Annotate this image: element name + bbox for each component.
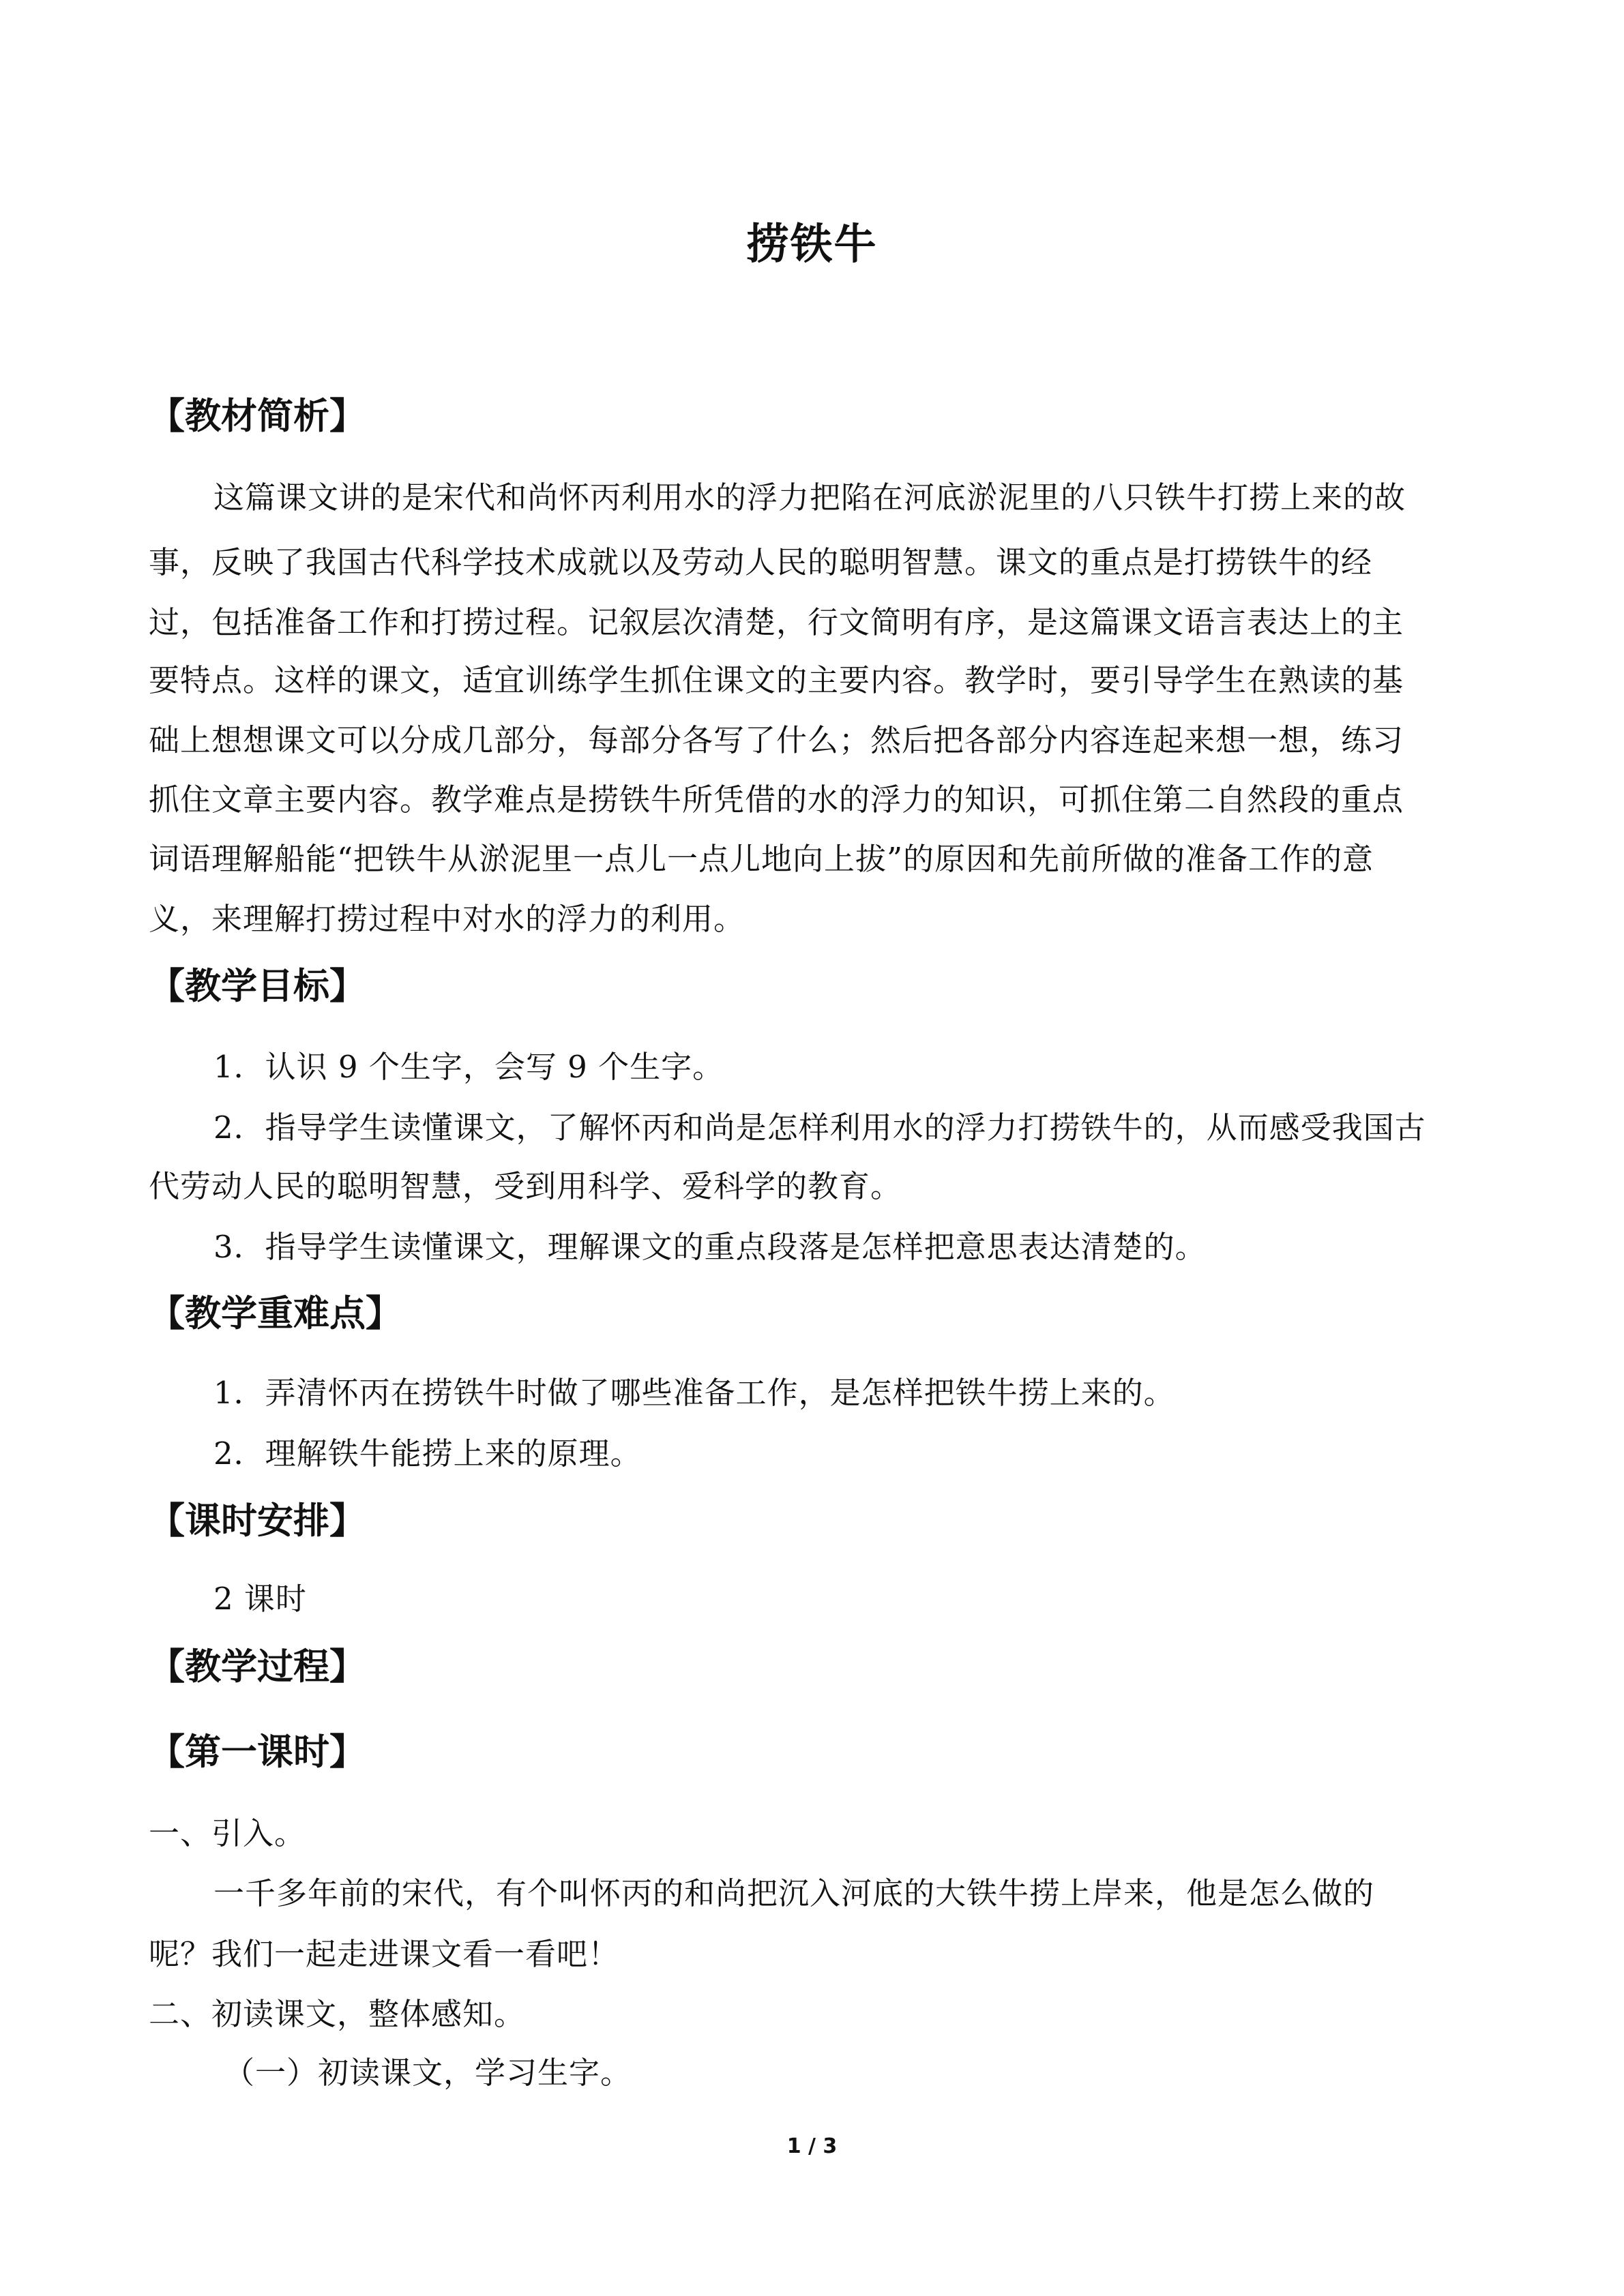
analysis-line: 要特点。这样的课文，适宜训练学生抓住课文的主要内容。教学时，要引导学生在熟读的基 bbox=[149, 662, 1404, 698]
analysis-line: 础上想想课文可以分成几部分，每部分各写了什么；然后把各部分内容连起来想一想，练习 bbox=[149, 722, 1404, 758]
objective-item: 2．指导学生读懂课文，了解怀丙和尚是怎样利用水的浮力打捞铁牛的，从而感受我国古 bbox=[213, 1109, 1426, 1146]
section-heading-analysis: 【教材简析】 bbox=[149, 396, 366, 437]
section-heading-key-points: 【教学重难点】 bbox=[149, 1293, 402, 1335]
section-heading-schedule: 【课时安排】 bbox=[149, 1500, 366, 1542]
lesson-step-heading: 二、初读课文，整体感知。 bbox=[149, 1996, 526, 2032]
document-title: 捞铁牛 bbox=[746, 219, 878, 269]
section-heading-lesson1: 【第一课时】 bbox=[149, 1731, 366, 1773]
schedule-text: 2 课时 bbox=[213, 1581, 307, 1617]
key-point-item: 2．理解铁牛能捞上来的原理。 bbox=[213, 1435, 642, 1472]
objective-item: 1．认识 9 个生字，会写 9 个生字。 bbox=[213, 1049, 724, 1085]
objective-item-continued: 代劳动人民的聪明智慧，受到用科学、爱科学的教育。 bbox=[149, 1168, 902, 1204]
lesson-paragraph-line: 呢？我们一起走进课文看一看吧！ bbox=[149, 1936, 620, 1972]
objective-item: 3．指导学生读懂课文，理解课文的重点段落是怎样把意思表达清楚的。 bbox=[213, 1229, 1207, 1265]
lesson-sub-step: （一）初读课文，学习生字。 bbox=[224, 2055, 632, 2091]
page-number: 1 / 3 bbox=[786, 2134, 838, 2158]
analysis-line: 义，来理解打捞过程中对水的浮力的利用。 bbox=[149, 901, 745, 937]
analysis-line: 事，反映了我国古代科学技术成就以及劳动人民的聪明智慧。课文的重点是打捞铁牛的经 bbox=[149, 544, 1373, 580]
lesson-paragraph-line: 一千多年前的宋代，有个叫怀丙的和尚把沉入河底的大铁牛捞上岸来，他是怎么做的 bbox=[213, 1875, 1375, 1911]
analysis-line: 抓住文章主要内容。教学难点是捞铁牛所凭借的水的浮力的知识，可抓住第二自然段的重点 bbox=[149, 781, 1404, 818]
analysis-line: 这篇课文讲的是宋代和尚怀丙利用水的浮力把陷在河底淤泥里的八只铁牛打捞上来的故 bbox=[213, 479, 1406, 516]
section-heading-process: 【教学过程】 bbox=[149, 1646, 366, 1688]
analysis-line: 过，包括准备工作和打捞过程。记叙层次清楚，行文简明有序，是这篇课文语言表达上的主 bbox=[149, 604, 1404, 640]
lesson-step-heading: 一、引入。 bbox=[149, 1815, 306, 1851]
section-heading-objectives: 【教学目标】 bbox=[149, 966, 366, 1007]
key-point-item: 1．弄清怀丙在捞铁牛时做了哪些准备工作，是怎样把铁牛捞上来的。 bbox=[213, 1375, 1175, 1411]
analysis-line: 词语理解船能“把铁牛从淤泥里一点儿一点儿地向上拔”的原因和先前所做的准备工作的意 bbox=[149, 841, 1374, 877]
